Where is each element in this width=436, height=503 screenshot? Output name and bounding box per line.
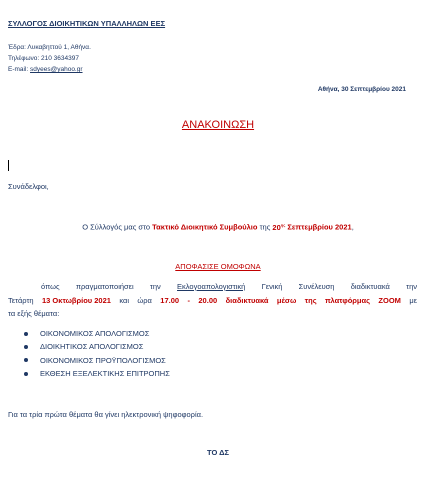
word: διαδικτυακά <box>350 282 390 291</box>
assembly-date: 13 Οκτωβρίου 2021 <box>42 296 111 305</box>
agenda-item: ΟΙΚΟΝΟΜΙΚΟΣ ΑΠΟΛΟΓΙΣΜΟΣ <box>24 327 170 340</box>
para1-end: , <box>351 222 354 232</box>
bullet-icon <box>24 332 28 336</box>
meeting-month: Σεπτεμβρίου 2021 <box>285 222 352 232</box>
phone-line: Τηλέφωνο: 210 3634397 <box>8 55 79 62</box>
para1-mid: της <box>257 222 273 232</box>
word: πλατφόρμας <box>325 296 371 305</box>
end-time: 20.00 <box>198 296 218 305</box>
email-line <box>8 66 83 73</box>
body-line-3: τα εξής θέματα: <box>8 309 60 318</box>
greeting: Συνάδελφοι, <box>8 182 49 191</box>
meeting-day: $20^{\eta\varsigma}$ <box>272 222 286 232</box>
email-label: E-mail: <box>8 66 31 73</box>
para1-pre: Ο Σύλλογός μας στο <box>82 222 153 232</box>
bullet-icon <box>24 345 28 349</box>
date-line: Αθήνα, 30 Σεπτεμβρίου 2021 <box>317 86 406 93</box>
word: όπως <box>41 282 60 291</box>
time-dash: - <box>187 296 190 305</box>
word: την <box>149 282 161 291</box>
address-line: Έδρα: Λυκαβηττού 1, Αθήνα. <box>8 44 91 51</box>
bullet-icon <box>24 372 28 376</box>
word: της <box>304 296 317 305</box>
organization-name: ΣΥΛΛΟΓΟΣ ΔΙΟΙΚΗΤΙΚΩΝ ΥΠΑΛΛΗΛΩΝ ΕΕΣ <box>8 19 166 28</box>
agenda-item: ΟΙΚΟΝΟΜΙΚΟΣ ΠΡΟΫΠΟΛΟΓΙΣΜΟΣ <box>24 354 170 367</box>
decision-heading: ΑΠΟΦΑΣΙΣΕ ΟΜΟΦΩΝΑ <box>175 262 261 271</box>
word: με <box>409 296 417 305</box>
word: μέσω <box>276 296 297 305</box>
word: ώρα <box>137 296 152 305</box>
signature: ΤΟ ΔΣ <box>207 448 229 457</box>
agenda-item: ΔΙΟΙΚΗΤΙΚΟΣ ΑΠΟΛΟΓΙΣΜΟΣ <box>24 340 170 353</box>
body-line-1 <box>41 282 417 291</box>
word: πραγματοποιήσει <box>75 282 134 291</box>
start-time: 17.00 <box>160 296 180 305</box>
word: Συνέλευση <box>298 282 335 291</box>
closing-note: Για τα τρία πρώτα θέματα θα γίνει ηλεκτρονική ψηφοφορία. <box>8 410 204 419</box>
word: την <box>406 282 417 291</box>
assembly-type: Εκλογοαπολογιστική <box>177 282 246 291</box>
bullet-icon <box>24 358 28 362</box>
word: Τετάρτη <box>8 296 34 305</box>
word: και <box>119 296 130 305</box>
platform-name: ZOOM <box>378 296 401 305</box>
agenda-item: ΕΚΘΕΣΗ ΕΞΕΛΕΚΤΙΚΗΣ ΕΠΙΤΡΟΠΗΣ <box>24 367 170 380</box>
word: Γενική <box>261 282 283 291</box>
body-line-2 <box>8 296 417 305</box>
text-cursor <box>8 160 9 171</box>
email-link[interactable]: sdyees@yahoo.gr <box>30 66 83 73</box>
agenda-list <box>24 327 170 380</box>
board-meeting-sentence <box>0 222 436 232</box>
document-title: ΑΝΑΚΟΙΝΩΣΗ <box>181 119 255 131</box>
word: διαδικτυακά <box>225 296 269 305</box>
board-name: Τακτικό Διοικητικό Συμβούλιο <box>152 222 258 232</box>
